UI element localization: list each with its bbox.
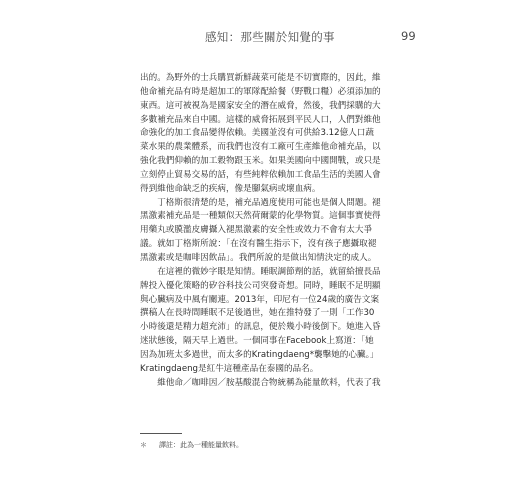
text-line: 多數補充品來自中國。這樣的威脅拓展到平民人口，人們對維他: [140, 114, 381, 125]
text-line: 立刻停止貿易交易的話，有些純粹依賴加工食品生活的美國人會: [140, 169, 381, 180]
paragraph-2: [140, 197, 398, 266]
text-line: 在這裡的微妙字眼是知情。睡眠調節劑的話，就留給擅長品: [140, 266, 381, 277]
running-title: 感知：那些關於知覺的事: [205, 30, 335, 44]
footnote: [140, 440, 243, 450]
text-line: 出的。為野外的士兵購買新鮮蔬菜可能是不切實際的，因此，維: [140, 73, 381, 83]
page-number: 99: [401, 29, 416, 43]
text-line: 強化我們仰賴的加工穀物跟玉米。如果美國向中國開戰，或只是: [140, 156, 381, 167]
text-line: 黑激素或是咖啡因飲品」。我們所說的是做出知情決定的成人。: [140, 252, 377, 263]
text-line: 議。就如丁格斯所說：「在沒有醫生指示下，沒有孩子應攝取褪: [140, 239, 377, 250]
text-line: 用藥丸或膜濫皮膚攝入褪黑激素的安全性或效力不會有太大爭: [140, 225, 373, 236]
text-line: 迷狀態後，隔天早上過世。一個同事在Facebook上寫道：「她: [140, 336, 374, 347]
footnote-divider: [140, 433, 182, 434]
text-line: 撰稿人在長時間睡眠不足後過世，她在推特發了一則「工作30: [140, 308, 375, 319]
text-line: 黑激素補充品是一種類似天然荷爾蒙的化學物質。這個事實使得: [140, 211, 381, 222]
text-line: 小時後還是精力超充沛」的訊息，便於幾小時後倒下。她進入昏: [140, 322, 381, 333]
paragraph-4: [140, 377, 398, 391]
body-text: [140, 72, 398, 390]
text-line: 與心臟病及中風有關連。2013年，印尼有一位24歲的廣告文案: [140, 294, 380, 305]
text-line: 得到維他命缺乏的疾病，像是腳氣病或壞血病。: [140, 183, 321, 194]
footnote-text: 譯註：此為一種能量飲料。: [159, 441, 243, 449]
paragraph-3: [140, 266, 398, 377]
text-line: 丁格斯很清楚的是，補充品過度使用可能也是個人問題。褪: [140, 197, 381, 208]
text-line: 他命補充品有時是超加工的軍隊配給餐（野戰口糧）必須添加的: [140, 86, 381, 97]
text-line: 維他命／咖啡因／胺基酸混合物統稱為能量飲料，代表了我: [140, 377, 381, 388]
text-line: 東西。這可被視為是國家安全的潛在威脅，然後，我們採購的大: [140, 100, 381, 111]
text-line: Kratingdaeng是紅牛這種產品在泰國的品名。: [140, 363, 319, 374]
footnote-marker: ＊: [140, 441, 147, 449]
text-line: 菜水果的農業體系，而我們也沒有工廠可生產維他命補充品，以: [140, 142, 381, 153]
text-line: 因為加班太多過世，而太多的Kratingdaeng*襲擊她的心臟。」: [140, 349, 379, 360]
text-line: 牌投入優化策略的矽谷科技公司突發奇想。同時，睡眠不足明顯: [140, 280, 381, 291]
text-line: 命強化的加工食品變得依賴。美國並沒有可供給3.12億人口蔬: [140, 128, 374, 139]
page-header: [0, 29, 520, 49]
paragraph-1: [140, 72, 398, 197]
